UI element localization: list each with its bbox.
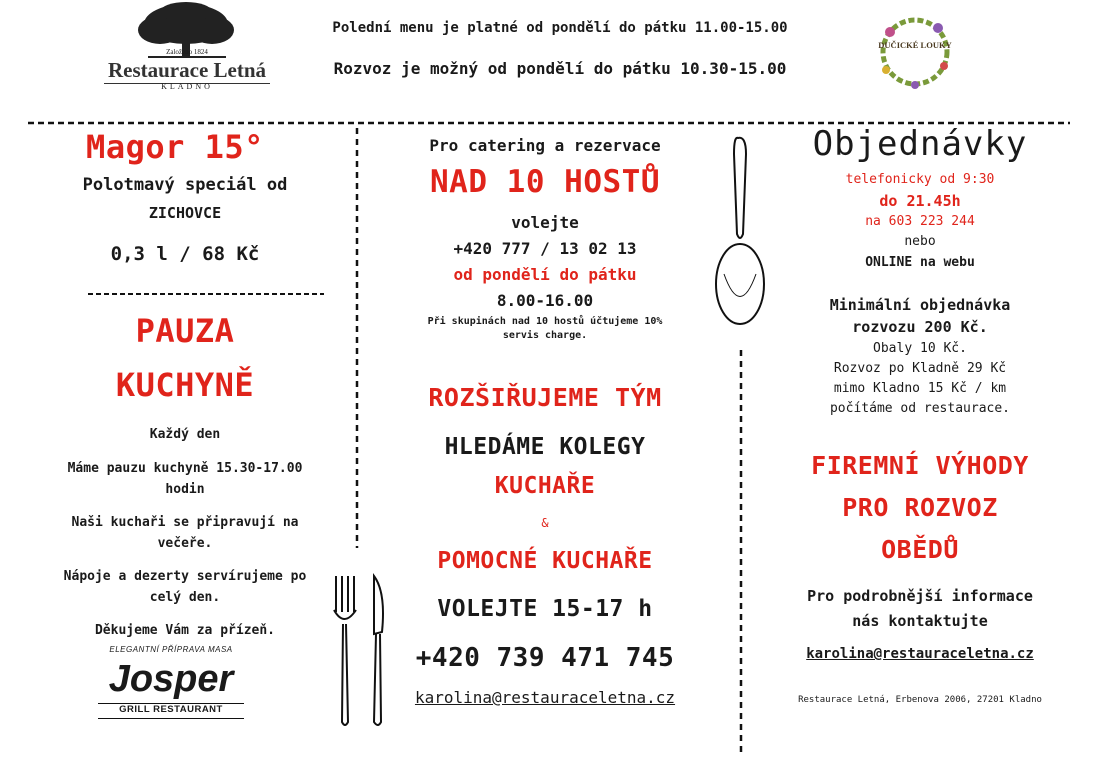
pause-every-day: Každý den bbox=[149, 427, 221, 442]
beer-description: Polotmavý speciál od bbox=[82, 175, 288, 195]
delivery-outside: mimo Kladno 15 Kč / km bbox=[833, 381, 1007, 396]
orders-phone-until: do 21.45h bbox=[879, 192, 961, 210]
catering-call: volejte bbox=[511, 213, 579, 232]
josper-subtitle: GRILL RESTAURANT bbox=[119, 704, 223, 715]
catering-phone: +420 777 / 13 02 13 bbox=[453, 239, 637, 258]
pause-chefs-2: večeře. bbox=[157, 536, 213, 551]
min-order-value: rozvozu 200 Kč. bbox=[852, 318, 988, 336]
min-order: Minimální objednávka bbox=[829, 296, 1011, 314]
more-info-2: nás kontaktujte bbox=[852, 612, 988, 630]
josper-tagline: ELEGANTNÍ PŘÍPRAVA MASA bbox=[109, 645, 233, 654]
email-link-middle[interactable]: karolina@restauraceletna.cz bbox=[414, 688, 676, 707]
orders-title: Objednávky bbox=[812, 124, 1028, 164]
pause-thanks: Děkujeme Vám za přízeň. bbox=[94, 623, 275, 638]
restaurant-address: Restaurace Letná, Erbenova 2006, 27201 Kladno bbox=[798, 695, 1042, 705]
kitchen-pause-title-2: KUCHYNĚ bbox=[115, 366, 255, 404]
beer-price: 0,3 l / 68 Kč bbox=[110, 243, 260, 265]
josper-name: Josper bbox=[108, 658, 234, 700]
team-headline: ROZŠIŘUJEME TÝM bbox=[428, 383, 662, 412]
email-link-right[interactable]: karolina@restauraceletna.cz bbox=[806, 646, 1034, 662]
catering-days: od pondělí do pátku bbox=[453, 265, 637, 284]
logo-name: Restaurace Letná bbox=[107, 58, 267, 82]
team-phone: +420 739 471 745 bbox=[415, 643, 675, 673]
service-charge: Při skupinách nad 10 hostů účtujeme 10% bbox=[427, 316, 663, 327]
team-cooks: KUCHAŘE bbox=[494, 473, 596, 499]
floral-wreath-icon bbox=[870, 10, 960, 90]
team-ampersand: & bbox=[541, 516, 549, 530]
orders-online: ONLINE na webu bbox=[865, 255, 975, 270]
column-divider-left bbox=[352, 128, 362, 548]
orders-or: nebo bbox=[904, 234, 936, 249]
service-charge-2: servis charge. bbox=[502, 330, 588, 341]
orders-phone-number: na 603 223 244 bbox=[865, 214, 975, 229]
fork-knife-icon bbox=[330, 572, 390, 732]
lunch-menu-hours: Polední menu je platné od pondělí do pátku 11.00-15.00 bbox=[332, 20, 788, 36]
ducicke-louky-badge bbox=[870, 10, 960, 90]
catering-intro: Pro catering a rezervace bbox=[429, 136, 661, 155]
logo-established: Založeno 1824 bbox=[166, 48, 208, 56]
orders-phone-from: telefonicky od 9:30 bbox=[845, 172, 995, 187]
badge-name: DUČICKÉ LOUKY bbox=[878, 40, 952, 50]
pause-chefs: Naši kuchaři se připravují na bbox=[71, 515, 299, 530]
catering-hours: 8.00-16.00 bbox=[496, 291, 594, 310]
more-info: Pro podrobnější informace bbox=[807, 587, 1033, 605]
delivery-kladno: Rozvoz po Kladně 29 Kč bbox=[833, 361, 1007, 376]
delivery-hours: Rozvoz je možný od pondělí do pátku 10.30-15.00 bbox=[333, 59, 787, 78]
header-divider bbox=[28, 112, 1070, 120]
team-assistant-cooks: POMOCNÉ KUCHAŘE bbox=[437, 548, 653, 574]
spoon-icon bbox=[710, 134, 770, 334]
pause-hours: Máme pauzu kuchyně 15.30-17.00 bbox=[67, 461, 303, 476]
beer-divider bbox=[88, 282, 324, 288]
pause-hours-2: hodin bbox=[165, 482, 205, 497]
pause-drinks-2: celý den. bbox=[149, 590, 221, 605]
catering-headline: NAD 10 HOSTŮ bbox=[430, 164, 660, 200]
kitchen-pause-title: PAUZA bbox=[135, 312, 235, 350]
pause-drinks: Nápoje a dezerty servírujeme po bbox=[63, 569, 307, 584]
beer-title: Magor 15° bbox=[86, 128, 264, 166]
column-divider-right bbox=[736, 350, 746, 755]
corporate-benefits-3: OBĚDŮ bbox=[881, 535, 959, 564]
delivery-count: počítáme od restaurace. bbox=[829, 401, 1010, 416]
corporate-benefits-2: PRO ROZVOZ bbox=[842, 493, 998, 522]
josper-logo bbox=[86, 644, 256, 720]
team-looking: HLEDÁME KOLEGY bbox=[444, 434, 646, 460]
corporate-benefits: FIREMNÍ VÝHODY bbox=[811, 451, 1029, 480]
packaging-fee: Obaly 10 Kč. bbox=[873, 341, 967, 356]
team-call-hours: VOLEJTE 15-17 h bbox=[437, 596, 653, 622]
restaurant-logo bbox=[98, 2, 276, 92]
logo-city: KLADNO bbox=[161, 82, 213, 91]
beer-brewery: ZICHOVCE bbox=[148, 204, 222, 222]
